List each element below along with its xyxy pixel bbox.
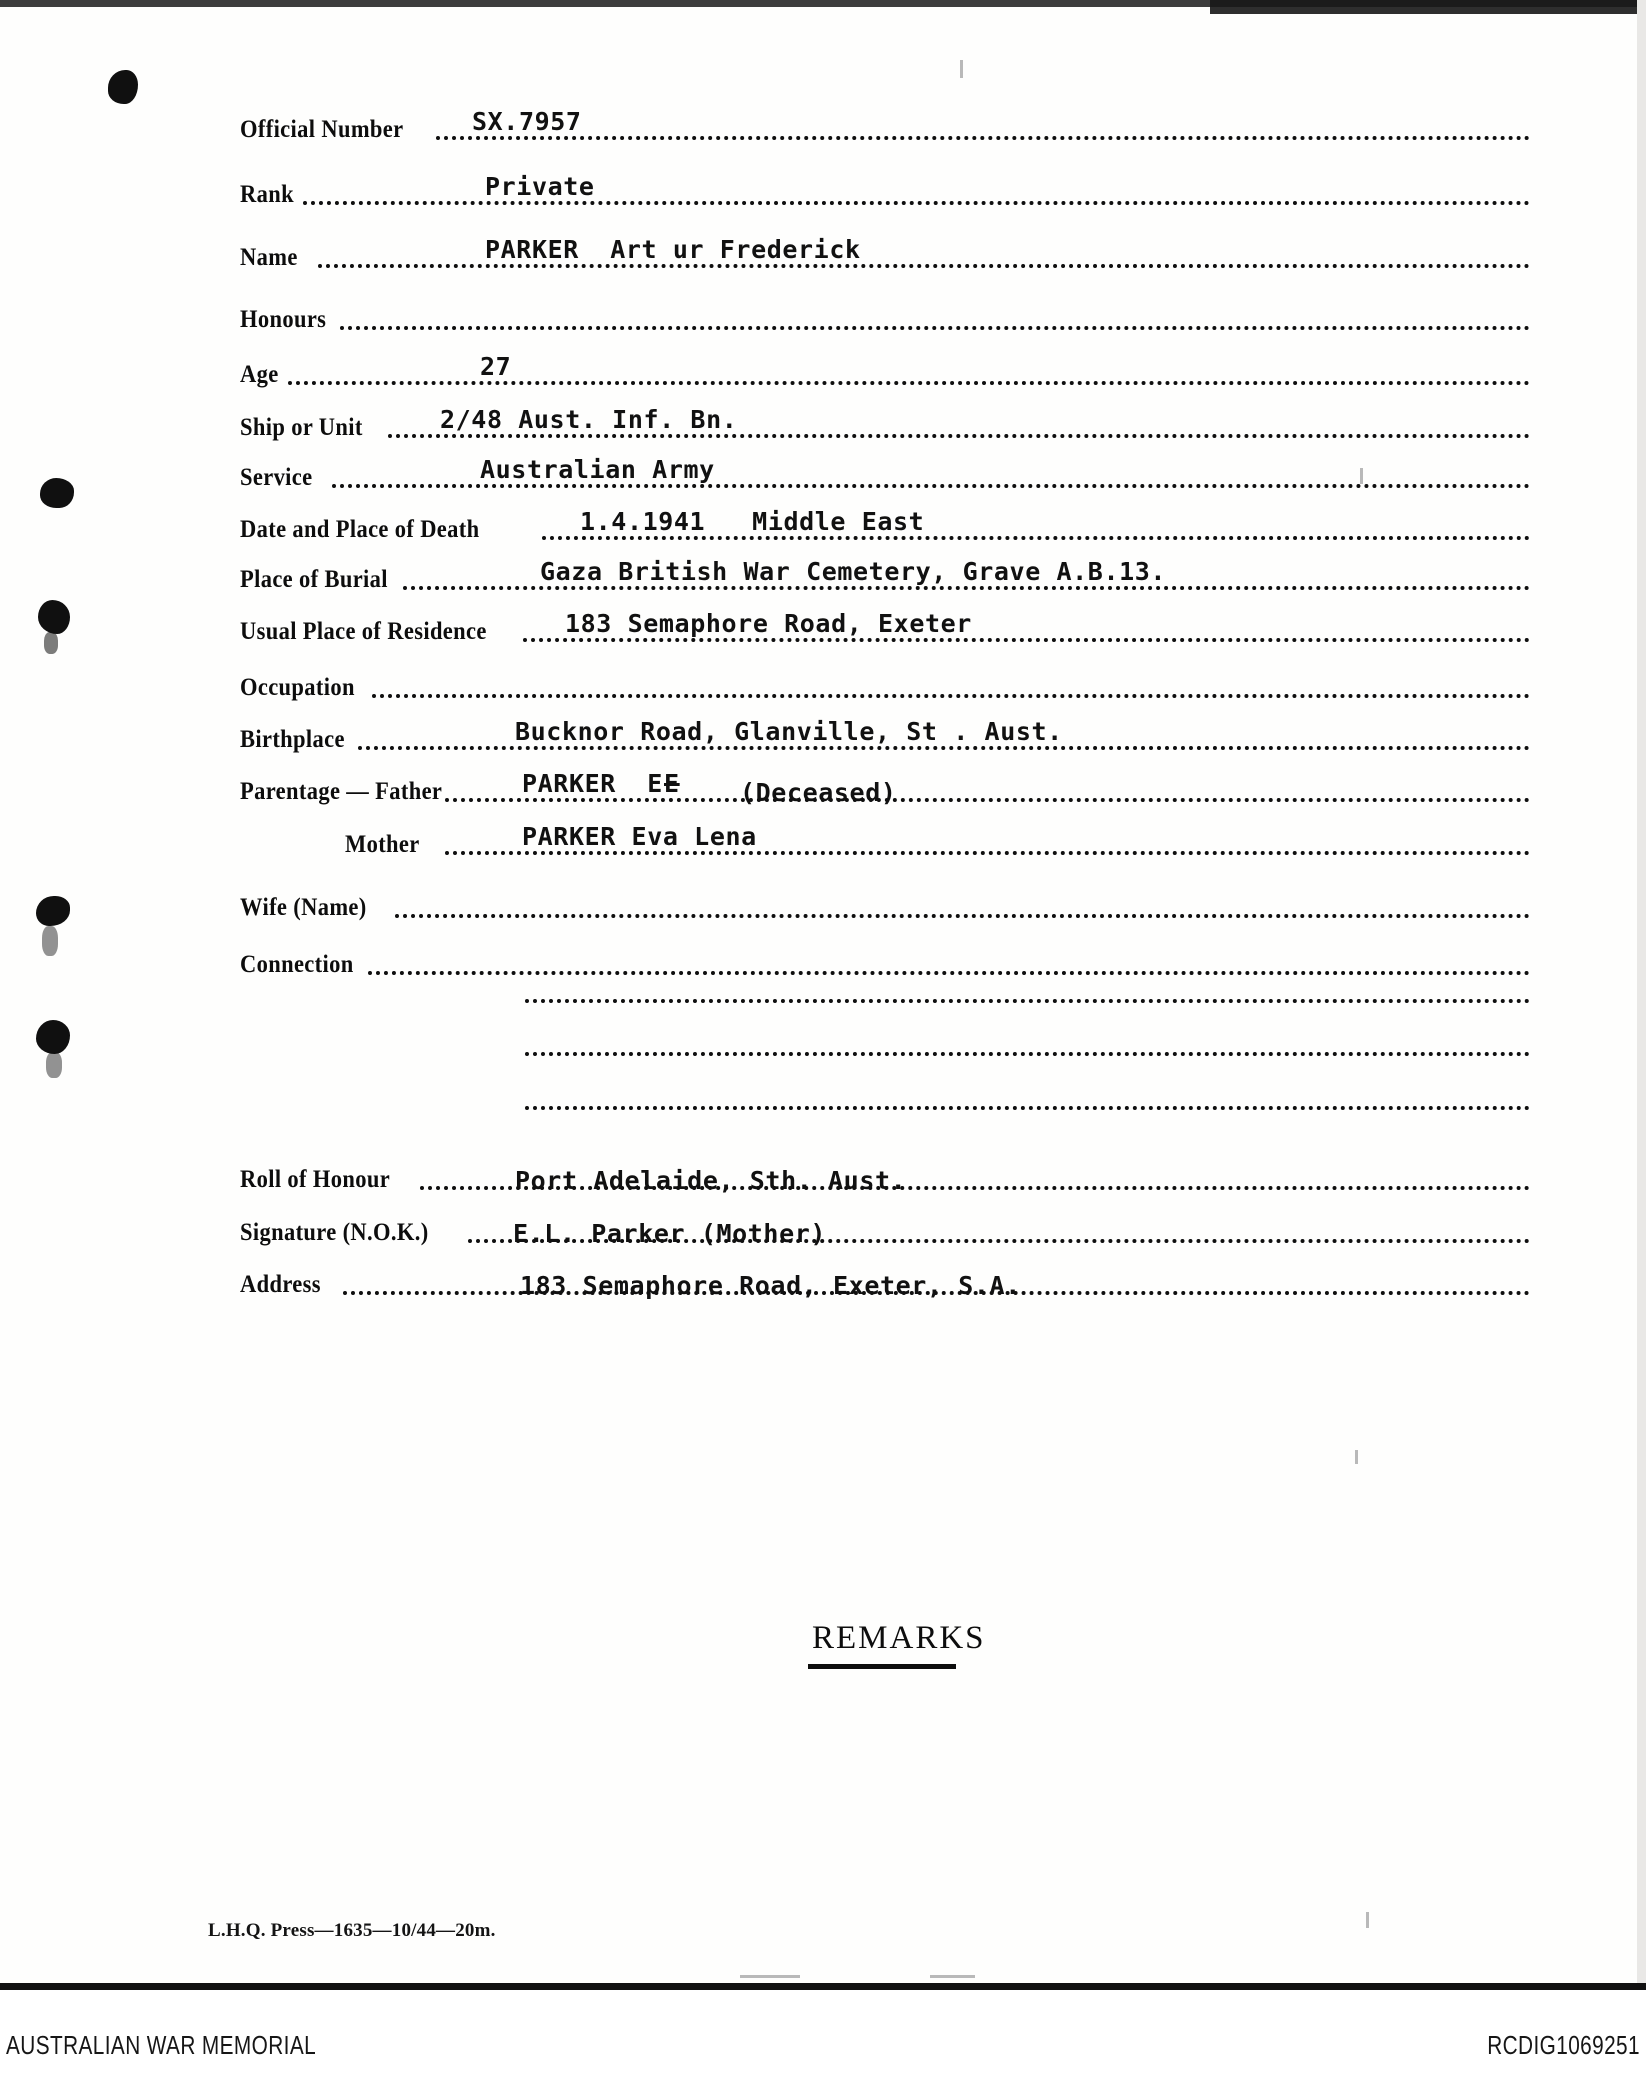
field-value-official-number: SX.7957 [472,107,582,136]
field-value-parentage-father: PARKER E [522,769,663,798]
field-value-ship-or-unit: 2/48 Aust. Inf. Bn. [440,405,738,434]
scan-speck [930,1975,975,1978]
press-imprint: L.H.Q. Press—1635—10/44—20m. [208,1920,496,1941]
field-label-signature-nok: Signature (N.O.K.) [240,1219,429,1246]
field-label-honours: Honours [240,306,327,333]
scan-edge-right [1637,0,1646,1990]
field-label-wife-name: Wife (Name) [240,894,367,921]
field-label-address: Address [240,1271,321,1298]
field-label-service: Service [240,464,313,491]
ink-smudge-left-2-tail [44,632,58,654]
field-value-roll-of-honour: Port Adelaide, Sth. Aust. [515,1166,907,1195]
ink-smudge-top [108,70,138,104]
blank-leader-3 [525,1102,1530,1110]
field-label-usual-place-of-residence: Usual Place of Residence [240,618,487,645]
field-label-birthplace: Birthplace [240,726,345,753]
form-row-honours [240,280,1530,342]
field-label-rank: Rank [240,181,294,208]
form-row-name [240,218,1530,280]
field-value-father-deceased-note: (Deceased) [740,778,897,807]
field-label-ship-or-unit: Ship or Unit [240,414,363,441]
dotted-leader [368,967,1530,975]
form-row-wife-name [240,868,1530,930]
field-value-place-of-burial: Gaza British War Cemetery, Grave A.B.13. [540,557,1167,586]
field-value-birthplace: Bucknor Road, Glanville, St . Aust. [515,717,1063,746]
field-value-name: PARKER Art ur Frederick [485,235,861,264]
field-value-rank: Private [485,172,595,201]
blank-leader-2 [525,1048,1530,1056]
scan-speck [740,1975,800,1978]
ink-smudge-left-3 [36,896,70,926]
remarks-heading: REMARKS [812,1620,986,1656]
field-label-official-number: Official Number [240,116,404,143]
scan-footer-record-id: RCDIG1069251 [1487,2030,1640,2060]
scan-speck [960,60,963,78]
field-label-parentage-father: Parentage — Father [240,778,443,805]
field-label-date-place-of-death: Date and Place of Death [240,516,480,543]
form-row-connection [240,925,1530,987]
scan-speck [1360,468,1363,484]
form-row-usual-place-of-residence [240,592,1530,654]
field-label-occupation: Occupation [240,674,355,701]
ink-smudge-left-1 [40,478,74,508]
field-value-address: 183 Semaphore Road, Exeter, S.A. [520,1271,1021,1300]
field-value-signature-nok: E.L. Parker (Mother) [513,1219,827,1248]
form-row-address [240,1245,1530,1307]
ink-smudge-left-4 [36,1020,70,1054]
scan-edge-top-dark [1210,0,1646,14]
field-label-connection: Connection [240,951,354,978]
field-value-usual-place-of-residence: 183 Semaphore Road, Exeter [565,609,972,638]
field-label-place-of-burial: Place of Burial [240,566,388,593]
dotted-leader [436,132,1530,140]
form-row-rank [240,155,1530,217]
dotted-leader [372,690,1530,698]
dotted-leader [395,910,1530,918]
field-label-age: Age [240,361,279,388]
ink-smudge-left-2 [38,600,70,634]
field-label-name: Name [240,244,298,271]
field-label-roll-of-honour: Roll of Honour [240,1166,391,1193]
dotted-leader [288,377,1530,385]
field-value-age: 27 [480,352,512,381]
field-value-parentage-mother: PARKER Eva Lena [522,822,757,851]
field-label-parentage-mother: Mother [345,831,420,858]
scan-footer-institution: AUSTRALIAN WAR MEMORIAL [6,2030,317,2060]
blank-leader-1 [525,995,1530,1003]
dotted-leader [340,322,1530,330]
remarks-underline [808,1664,956,1669]
ink-smudge-left-4-tail [46,1052,62,1078]
field-value-date-place-of-death: 1.4.1941 Middle East [580,507,925,536]
form-row-official-number [240,90,1530,152]
form-row-parentage-mother [240,805,1530,867]
ink-smudge-left-3-tail [42,926,58,956]
scan-speck [1366,1912,1369,1928]
field-value-service: Australian Army [480,455,715,484]
field-value-father-struck-initial: E [664,769,680,798]
scan-speck [1355,1450,1358,1464]
